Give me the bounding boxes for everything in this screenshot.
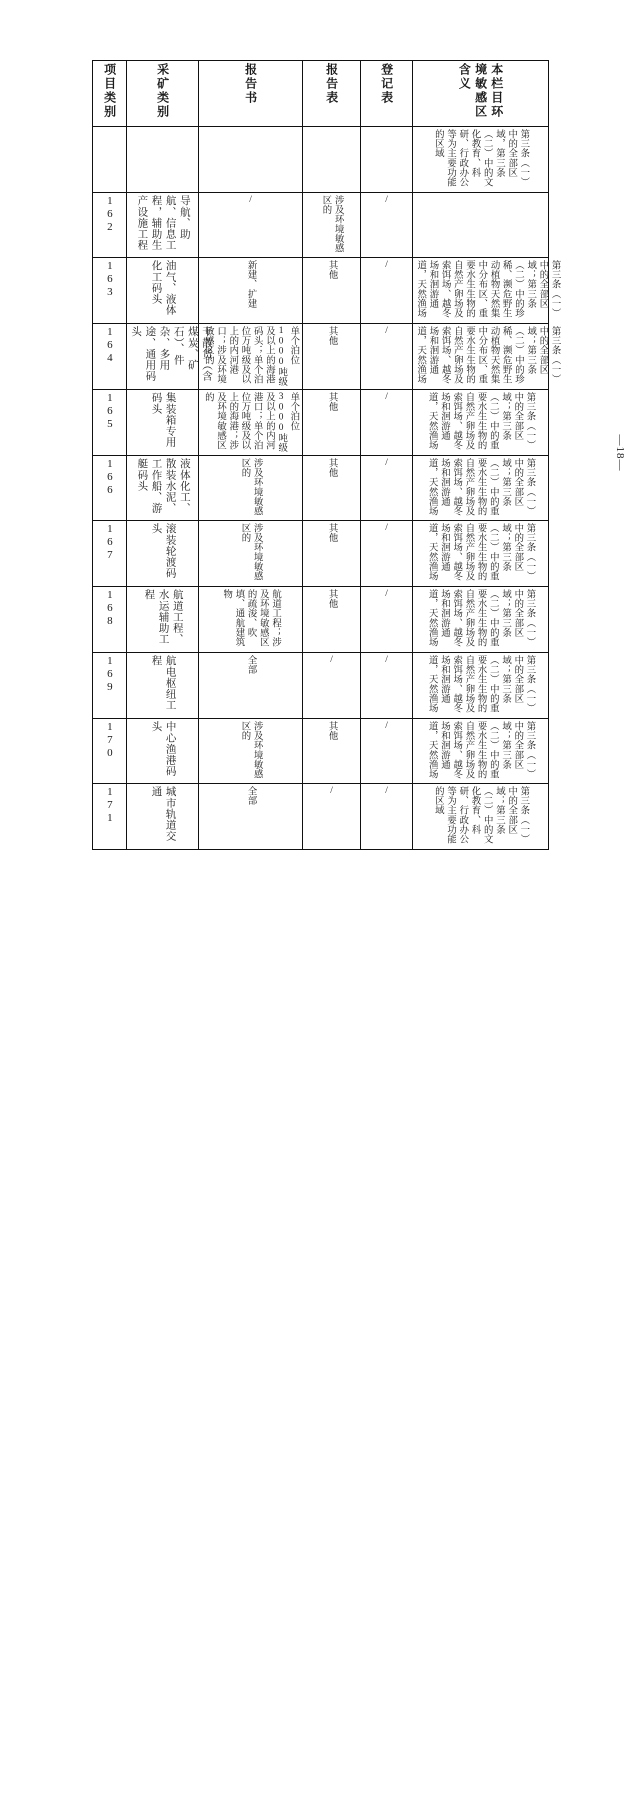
cell-number: 171 <box>93 784 127 850</box>
cell-report-form: 全部 <box>199 652 303 718</box>
cell-number: 169 <box>93 652 127 718</box>
cell-registration: / <box>361 718 413 784</box>
cell-report-table: 其他 <box>303 258 361 324</box>
cell-category: 滚装轮渡码头 <box>127 521 199 587</box>
cell-report-form: 涉及环境敏感区的 <box>199 455 303 521</box>
cell-report-table: / <box>303 784 361 850</box>
header-cell-registration: 登记表 <box>361 61 413 127</box>
cell-report-table: 其他 <box>303 389 361 455</box>
cell-sensitive: 第三条（一）中的全部区域；第三条（二）中的重要水生生物的自然产卵场及索饵场、越冬场和洄游通道，天然渔场 <box>413 718 549 784</box>
table-header-row <box>93 61 549 127</box>
header-cell-report-table: 报告表 <box>303 61 361 127</box>
table-row <box>93 718 549 784</box>
table-row <box>93 521 549 587</box>
cell-sensitive: 第三条（一）中的全部区域；第三条（二）中的重要水生生物的自然产卵场及索饵场、越冬场和洄游通道，天然渔场 <box>413 652 549 718</box>
cell-registration: / <box>361 192 413 258</box>
cell-report-table: 其他 <box>303 587 361 653</box>
cell-registration: / <box>361 324 413 390</box>
cell-report-table: 其他 <box>303 521 361 587</box>
cell-sensitive: 第三条（一）中的全部区域；第三条（二）中的重要水生生物的自然产卵场及索饵场、越冬场和洄游通道，天然渔场 <box>413 587 549 653</box>
cell-category: 导航、助航、信息工程，辅助生产设施工程 <box>127 192 199 258</box>
table-row <box>93 784 549 850</box>
cell-number: 164 <box>93 324 127 390</box>
table-row <box>93 389 549 455</box>
cell-sensitive: 第三条（一）中的全部区域；第三条（二）中的重要水生生物的自然产卵场及索饵场、越冬场和洄游通道，天然渔场 <box>413 455 549 521</box>
cell-category: 液体化工、散装水泥、工作船、游艇码头 <box>127 455 199 521</box>
cell-report-form: 单个泊位1000吨级及以上的海港码头；单个泊位万吨级及以上的内河港口；涉及环境敏感区的 <box>199 324 303 390</box>
project-category-table <box>92 60 560 850</box>
cell-report-form: 航道工程；涉及环境敏感区的疏浚、吹填、通航建筑物 <box>199 587 303 653</box>
cell-category: 中心渔港码头 <box>127 718 199 784</box>
page-number: —18— <box>614 434 626 471</box>
cell-report-table: 涉及环境敏感区的 <box>303 192 361 258</box>
table-row <box>93 455 549 521</box>
cell-report-form <box>199 126 303 192</box>
header-cell-sensitive: 本栏目环境敏感区含义 <box>413 61 549 127</box>
table-row <box>93 126 549 192</box>
table-row <box>93 324 549 390</box>
cell-report-form: 涉及环境敏感区的 <box>199 718 303 784</box>
cell-number: 167 <box>93 521 127 587</box>
cell-registration: / <box>361 652 413 718</box>
cell-category <box>127 126 199 192</box>
cell-category: 航电枢纽工程 <box>127 652 199 718</box>
cell-number: 170 <box>93 718 127 784</box>
header-cell-number: 项目类别 <box>93 61 127 127</box>
cell-sensitive: 第三条（一）中的全部区域；第三条（二）中的重要水生生物的自然产卵场及索饵场、越冬场和洄游通道，天然渔场 <box>413 521 549 587</box>
cell-category: 油气、液体化工码头 <box>127 258 199 324</box>
cell-sensitive: 第三条（一）中的全部区域；第三条（二）中的重要水生生物的自然产卵场及索饵场、越冬场和洄游通道，天然渔场 <box>413 389 549 455</box>
cell-registration: / <box>361 389 413 455</box>
cell-registration: / <box>361 521 413 587</box>
cell-number: 165 <box>93 389 127 455</box>
header-cell-category: 采矿类别 <box>127 61 199 127</box>
cell-report-form: 单个泊位3000吨级及以上的内河港口；单个泊位万吨级及以上的海港；涉及环境敏感区的 <box>199 389 303 455</box>
cell-number: 162 <box>93 192 127 258</box>
table-row <box>93 258 549 324</box>
cell-category: 航道工程、水运辅助工程 <box>127 587 199 653</box>
cell-report-table: 其他 <box>303 324 361 390</box>
cell-sensitive: 第三条（一）中的全部区域；第三条（二）中的珍稀、濒危野生动植物天然集中分布区、重要水生生物的自然产卵场及索饵场、越冬场和洄游通道，天然渔场 <box>413 258 549 324</box>
table-row <box>93 652 549 718</box>
cell-report-form: 全部 <box>199 784 303 850</box>
table-row <box>93 587 549 653</box>
cell-registration: / <box>361 784 413 850</box>
cell-registration: / <box>361 455 413 521</box>
cell-sensitive: 第三条（一）中的全部区域；第三条（二）中的文化教育、科研、行政办公等为主要功能的区域 <box>413 784 549 850</box>
cell-report-form: 新建、扩建 <box>199 258 303 324</box>
cell-category: 城市轨道交通 <box>127 784 199 850</box>
cell-report-table <box>303 126 361 192</box>
cell-number: 168 <box>93 587 127 653</box>
cell-sensitive: 第三条（一）中的全部区域；第三条（二）中的珍稀、濒危野生动植物天然集中分布区、重要水生生物的自然产卵场及索饵场、越冬场和洄游通道，天然渔场 <box>413 324 549 390</box>
cell-number <box>93 126 127 192</box>
cell-sensitive-note: 第三条（一）中的全部区域，第三条（二）中的文化教育、科研、行政办公等为主要功能的区域 <box>413 126 549 192</box>
cell-report-table: / <box>303 652 361 718</box>
cell-registration: / <box>361 258 413 324</box>
cell-report-table: 其他 <box>303 718 361 784</box>
cell-report-table: 其他 <box>303 455 361 521</box>
cell-registration <box>361 126 413 192</box>
cell-report-form: 涉及环境敏感区的 <box>199 521 303 587</box>
table-row <box>93 192 549 258</box>
cell-number: 166 <box>93 455 127 521</box>
cell-number: 163 <box>93 258 127 324</box>
cell-category: 集装箱专用码头 <box>127 389 199 455</box>
header-cell-report-form: 报告书 <box>199 61 303 127</box>
cell-report-form: / <box>199 192 303 258</box>
cell-registration: / <box>361 587 413 653</box>
cell-sensitive <box>413 192 549 258</box>
cell-category: 干散货（含煤炭、矿石）、件杂、多用途、通用码头 <box>127 324 199 390</box>
